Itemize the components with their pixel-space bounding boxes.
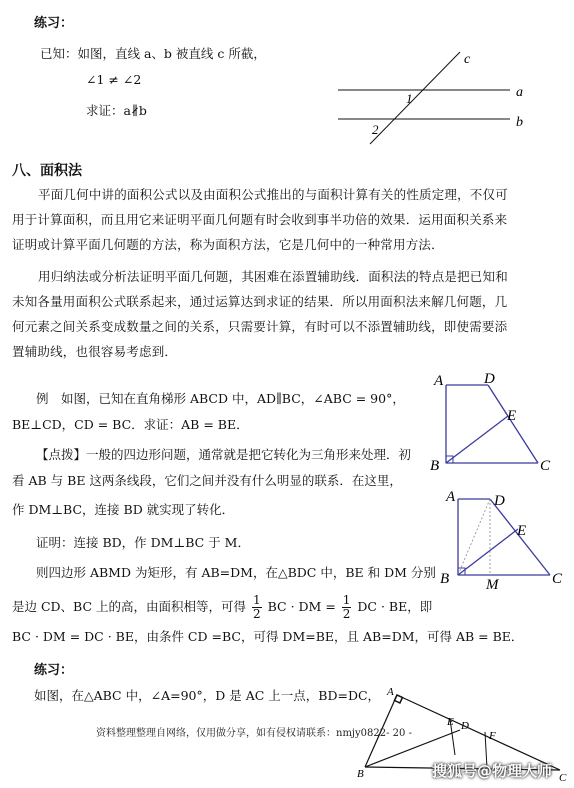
fig2-label-D: D [494,493,505,509]
exercise-given-text: 已知：如图，直线 a、b 被直线 c 所截， [40,46,266,61]
fraction-numerator: 1 [253,593,261,607]
fig3-label-E: E [447,716,454,728]
label-angle-2: 2 [372,122,379,137]
exercise-condition: ∠1 ≠ ∠2 [86,72,142,87]
fig3-label-C: C [559,772,567,784]
fraction-denominator: 2 [253,607,261,621]
fig3-label-D: D [461,720,469,732]
hint-line-1: 【点拨】一般的四边形问题，通常就是把它转化为三角形来处理．初 [36,447,412,462]
fig1-label-B: B [430,458,440,474]
fraction-denominator-2: 2 [342,607,351,621]
fig1-label-D: D [484,371,495,387]
exercise-heading: 练习： [34,16,74,31]
proof-line-3-tail: DC · BE，即 [357,599,433,614]
example-line-1: 例 如图，已知在直角梯形 ABCD 中，AD∥BC，∠ABC = 90°， [36,391,405,406]
watermark: 搜狐号@物理大师 [432,762,553,780]
proof-line-1: 证明：连接 BD，作 DM⊥BC 于 M． [36,535,250,550]
fraction-numerator-2: 1 [342,593,351,607]
trapezoid-figure-1 [428,370,574,480]
proof-line-2: 则四边形 ABMD 为矩形，有 AB=DM，在△BDC 中，BE 和 DM 分别 [36,565,436,580]
parallel-lines-figure [330,48,530,148]
trapezoid-figure-2 [428,485,574,595]
fig2-label-A: A [446,489,456,505]
example-line-2: BE⊥CD，CD = BC．求证：AB = BE． [12,417,249,432]
proof-line-3-lead: 是边 CD、BC 上的高，由面积相等，可得 [12,599,247,614]
page-footer: 资料整理整理自网络，仅用做分享，如有侵权请联系：nmjy0822- 20 - [96,728,412,739]
label-angle-1: 1 [406,91,413,106]
fig2-label-C: C [552,571,563,587]
fig2-label-M: M [486,577,499,593]
fig2-label-E: E [517,523,527,539]
fig2-label-B: B [440,571,450,587]
label-b: b [516,115,523,130]
hint-line-2: 看 AB 与 BE 这两条线段，它们之间并没有什么明显的联系．在这里， [12,473,402,488]
fraction-half-2 [342,594,352,621]
exercise-prove: 求证：a∦b [86,103,147,118]
label-c: c [464,52,471,67]
section-title: 八、面积法 [12,163,82,179]
fraction-half [252,594,262,621]
proof-line-3-mid: BC · DM = [267,599,336,614]
section-paragraph-2: 用归纳法或分析法证明平面几何题，其困难在添置辅助线．面积法的特点是把已知和未知各量用面积公式联系起来，通过运算达到求证的结果．所以用面积法来解几何题，几何元素之间关系变成数量之间的关系，只需要计算，有时可以不添置辅助线，即使需要添置辅助线，也很容易考虑到． [12,269,508,359]
hint-line-3: 作 DM⊥BC，连接 BD 就实现了转化． [12,502,235,517]
fig3-label-A: A [387,686,394,698]
fig1-label-C: C [540,458,551,474]
line-c [370,52,460,144]
proof-line-3 [12,594,432,621]
proof-line-4: BC · DM = DC · BE，由条件 CD =BC，可得 DM=BE，且 AB=DM，可得 AB = BE． [12,629,524,644]
fig3-label-F: F [489,730,496,742]
exercise2-text: 如图，在△ABC 中，∠A=90°，D 是 AC 上一点，BD=DC， [34,688,381,703]
fig1-label-E: E [507,408,517,424]
exercise2-heading: 练习： [34,663,74,678]
label-a: a [516,85,523,100]
fig3-label-B: B [357,768,364,780]
fig1-label-A: A [434,373,444,389]
section-paragraph-1: 平面几何中讲的面积公式以及由面积公式推出的与面积计算有关的性质定理，不仅可用于计算面积，而且用它来证明平面几何题有时会收到事半功倍的效果．运用面积关系来证明或计算平面几何题的方法，称为面积方法，它是几何中的一种常用方法． [12,187,508,252]
